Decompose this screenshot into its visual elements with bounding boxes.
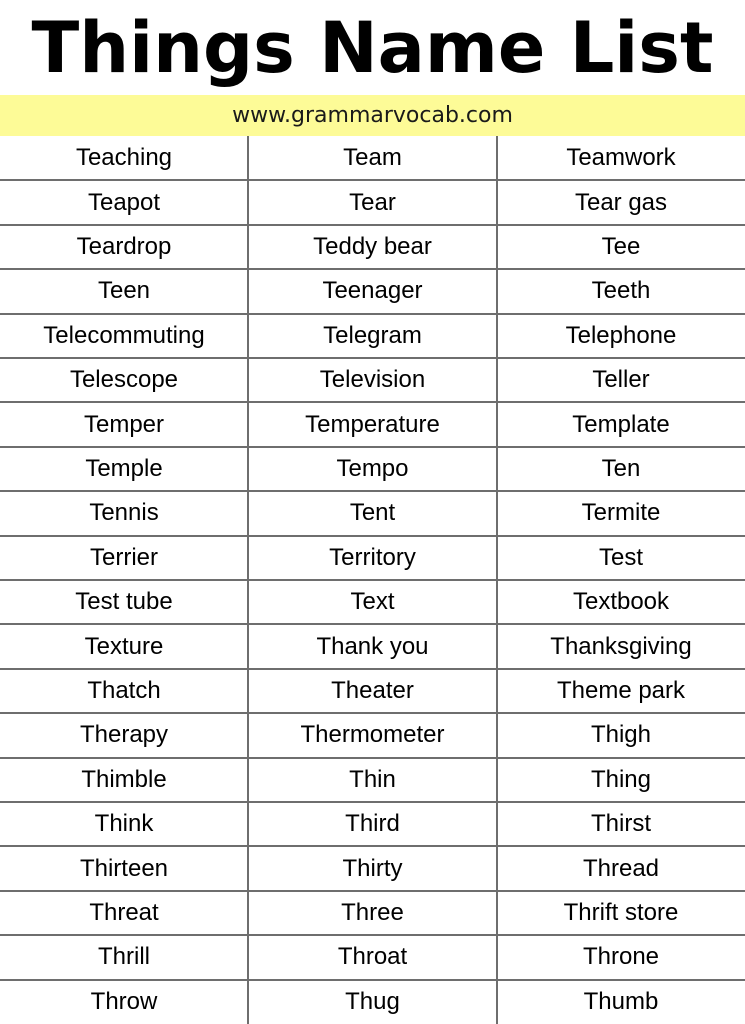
table-row [0, 980, 745, 1024]
table-row [0, 491, 745, 535]
row-divider [0, 401, 745, 403]
table-row [0, 846, 745, 890]
row-divider [0, 313, 745, 315]
table-cell: Thing [590, 765, 652, 793]
row-divider [0, 890, 745, 892]
table-cell: Textbook [572, 588, 670, 616]
table-cell: Terrier [89, 543, 158, 571]
row-divider [0, 490, 745, 492]
table-cell: Teeth [591, 277, 651, 305]
table-cell: Thank you [316, 632, 429, 660]
table-row [0, 935, 745, 979]
table-cell: Theme park [556, 676, 686, 704]
table-cell: Theater [331, 676, 414, 704]
table-row [0, 180, 745, 224]
table-cell: Ten [601, 454, 641, 482]
things-table [0, 136, 745, 1024]
row-divider [0, 934, 745, 936]
table-cell: Telescope [69, 366, 179, 394]
row-divider [0, 268, 745, 270]
table-cell: Throne [582, 943, 660, 971]
column-divider [247, 136, 249, 1024]
row-divider [0, 579, 745, 581]
table-cell: Telecommuting [43, 321, 205, 349]
table-cell: Tent [349, 499, 396, 527]
row-divider [0, 357, 745, 359]
table-cell: Test tube [75, 588, 173, 616]
table-cell: Thug [345, 987, 400, 1015]
table-cell: Temper [83, 410, 165, 438]
table-cell: Teller [592, 366, 650, 394]
table-row [0, 447, 745, 491]
table-cell: Teen [97, 277, 151, 305]
row-divider [0, 668, 745, 670]
table-cell: Threat [89, 898, 159, 926]
table-cell: Thigh [590, 721, 652, 749]
column-divider [496, 136, 498, 1024]
table-cell: Three [341, 898, 404, 926]
table-cell: Thirteen [79, 854, 169, 882]
table-cell: Thumb [583, 987, 659, 1015]
table-cell: Territory [329, 543, 416, 571]
table-row [0, 758, 745, 802]
table-cell: Television [319, 366, 426, 394]
table-cell: Thread [582, 854, 660, 882]
row-divider [0, 446, 745, 448]
table-cell: Tempo [336, 454, 409, 482]
table-row [0, 624, 745, 668]
table-cell: Team [343, 144, 402, 172]
row-divider [0, 179, 745, 181]
table-row [0, 358, 745, 402]
table-cell: Termite [581, 499, 661, 527]
table-row [0, 269, 745, 313]
table-cell: Teamwork [566, 144, 676, 172]
table-cell: Teardrop [76, 232, 172, 260]
table-row [0, 136, 745, 180]
table-cell: Teaching [75, 144, 173, 172]
table-row [0, 891, 745, 935]
table-cell: Tear [349, 188, 396, 216]
row-divider [0, 712, 745, 714]
row-divider [0, 979, 745, 981]
table-cell: Teddy bear [313, 232, 432, 260]
table-cell: Teapot [87, 188, 161, 216]
table-cell: Tennis [89, 499, 159, 527]
table-cell: Throw [90, 987, 158, 1015]
table-cell: Thrill [98, 943, 150, 971]
table-cell: Thin [349, 765, 396, 793]
table-cell: Third [345, 810, 400, 838]
table-cell: Thirty [342, 854, 403, 882]
table-row [0, 536, 745, 580]
table-cell: Template [572, 410, 670, 438]
table-cell: Tear gas [574, 188, 668, 216]
table-cell: Thatch [87, 676, 161, 704]
table-cell: Teenager [322, 277, 423, 305]
table-cell: Tee [601, 232, 641, 260]
table-row [0, 713, 745, 757]
table-cell: Thermometer [300, 721, 445, 749]
table-row [0, 225, 745, 269]
table-cell: Throat [337, 943, 408, 971]
row-divider [0, 801, 745, 803]
table-row [0, 802, 745, 846]
table-cell: Text [350, 588, 395, 616]
row-divider [0, 757, 745, 759]
row-divider [0, 535, 745, 537]
table-cell: Think [94, 810, 154, 838]
table-cell: Thrift store [563, 898, 679, 926]
table-row [0, 669, 745, 713]
table-cell: Telegram [323, 321, 422, 349]
table-cell: Test [598, 543, 643, 571]
page-title: Things Name List [31, 7, 714, 89]
table-cell: Telephone [565, 321, 677, 349]
table-cell: Texture [84, 632, 164, 660]
table-cell: Therapy [79, 721, 169, 749]
row-divider [0, 845, 745, 847]
table-cell: Thimble [81, 765, 167, 793]
table-cell: Thirst [591, 810, 651, 838]
table-row [0, 314, 745, 358]
table-row [0, 402, 745, 446]
website-url: www.grammarvocab.com [232, 103, 513, 128]
table-cell: Thanksgiving [550, 632, 692, 660]
row-divider [0, 224, 745, 226]
table-row [0, 580, 745, 624]
row-divider [0, 623, 745, 625]
website-banner [0, 95, 745, 136]
table-cell: Temple [85, 454, 163, 482]
table-cell: Temperature [305, 410, 440, 438]
